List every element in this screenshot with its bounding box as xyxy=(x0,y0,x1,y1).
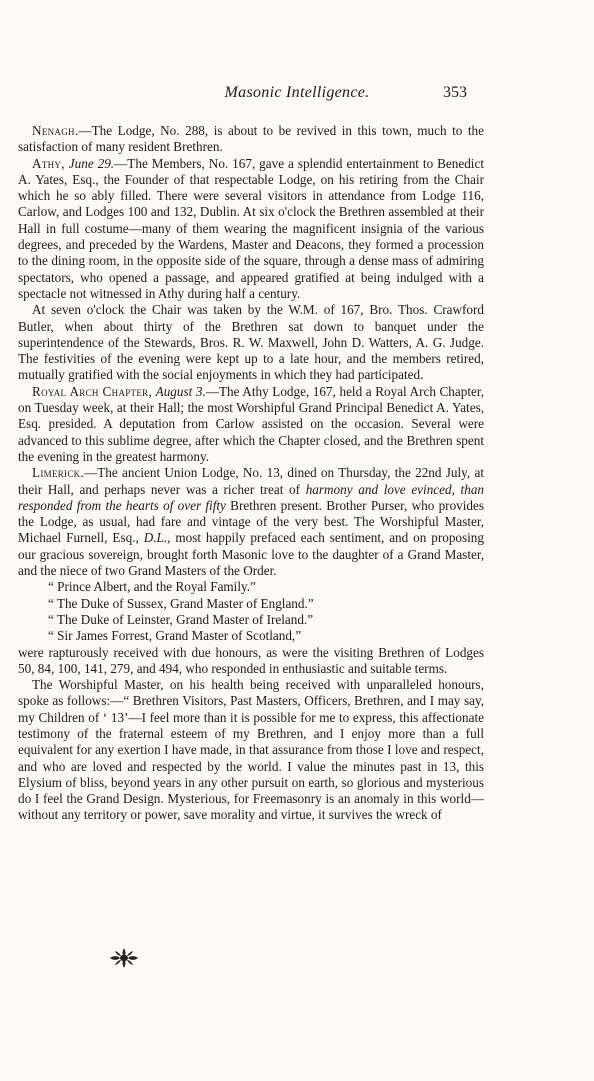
place-heading: Athy, xyxy=(32,155,65,171)
paragraph-speech: The Worshipful Master, on his health being received with unparalleled honours, spoke as follows:—“ Brethren Visitors, Past Masters, Officers, Brethren, and I may say, my Children of ‘ 13’—I feel more than it is possible for me to express, this affectionate testimony of the fraternal esteem of my Brethren, and I enjoy more than a full equivalent for any exertion I have made, in that assurance from those I love and respect, and who are loved and respected by the world. I value the minutes past in 13, this Elysium of bliss, beyond years in any other pursuit on earth, so glorious and mysterious do I feel the Grand Design. Mysterious, for Freemasonry is an anomaly in this world—without any territory or power, save morality and virtue, it survives the wreck of xyxy=(18,677,484,823)
paragraph-toasts-after: were rapturously received with due honours, as were the visiting Brethren of Lodges 50, 84, 100, 141, 279, and 494, who responded in enthusiastic and suitable terms. xyxy=(18,644,484,676)
page-number: 353 xyxy=(443,84,467,101)
place-heading: Nenagh. xyxy=(32,123,79,138)
toast-line: “ Sir James Forrest, Grand Master of Scotland,” xyxy=(48,628,302,644)
place-heading: Royal Arch Chapter, xyxy=(32,383,153,399)
toast-line: “ The Duke of Sussex, Grand Master of England.” xyxy=(48,595,314,611)
paragraph-athy xyxy=(18,156,484,303)
running-title: Masonic Intelligence. xyxy=(224,84,370,101)
paragraph-text: —The ancient Union Lodge, No. 13, dined on Thursday, the 22nd July, at their Hall, and perhaps never was a richer treat of xyxy=(18,465,484,497)
article-body xyxy=(18,123,484,824)
toast-line: “ Prince Albert, and the Royal Family.” xyxy=(48,579,256,595)
paragraph-text: —The Athy Lodge, 167, held a Royal Arch Chapter, on Tuesday week, at their Hall; the most Worshipful Grand Principal Benedict A. Yates, Esq. presided. A deputation from Carlow assisted on the occasion. Several were advanced to this sublime degree, after which the Chapter closed, and the Brethren spent the evening in the greatest harmony. xyxy=(18,383,485,464)
page-header xyxy=(0,84,594,104)
paragraph-italic-text: D.L. xyxy=(143,530,168,546)
date-heading: August 3. xyxy=(155,383,206,399)
paragraph-italic-text: harmony and love evinced, than responded from the hearts of over fifty xyxy=(18,481,485,513)
toast-line: “ The Duke of Leinster, Grand Master of Ireland.” xyxy=(48,611,314,627)
paragraph-nenagh xyxy=(18,123,484,156)
printers-flower-ornament-icon xyxy=(104,947,144,969)
paragraph-text: , most happily prefaced each sentiment, and on proposing our gracious sovereign, brought forth Masonic love to the daughter of a Grand Master, and the niece of two Grand Masters of the Order. xyxy=(18,530,484,579)
paragraph-royal-arch xyxy=(18,384,484,465)
paragraph-athy-banquet: At seven o'clock the Chair was taken by the W.M. of 167, Bro. Thos. Crawford Butler, when about thirty of the Brethren sat down to banquet under the superintendence of the Stewards, Bros. R. W. Maxwell, John D. Watters, A. G. Judge. The festivities of the evening were kept up to a late hour, and the members retired, mutually gratified with the social enjoyments in which they had participated. xyxy=(18,302,484,383)
paragraph-text: —The Lodge, No. 288, is about to be revived in this town, much to the satisfaction of many resident Brethren. xyxy=(18,123,484,155)
date-heading: June 29. xyxy=(68,155,115,171)
paragraph-text: —The Members, No. 167, gave a splendid entertainment to Benedict A. Yates, Esq., the Founder of that respectable Lodge, on his retiring from the Chair which he so ably filled. There were several visitors in attendance from Lodge 116, Carlow, and Lodges 100 and 132, Dublin. At six o'clock the Brethren assembled at their Hall in full costume—many of them wearing the magnificent insignia of the various degrees, and preceded by the Wardens, Master and Deacons, they formed a procession to the dining room, in the opposite side of the square, through a dense mass of admiring spectators, who opened a passage, and appeared gratified at being indulged with a spectacle not witnessed in Athy during half a century. xyxy=(18,155,484,301)
paragraph-text: Brethren present. Brother Purser, who provides the Lodge, as usual, had fare and vintage of the very best. The Worshipful Master, Michael Furnell, Esq., xyxy=(18,497,485,546)
place-heading: Limerick. xyxy=(32,465,85,481)
paragraph-limerick xyxy=(18,465,484,579)
